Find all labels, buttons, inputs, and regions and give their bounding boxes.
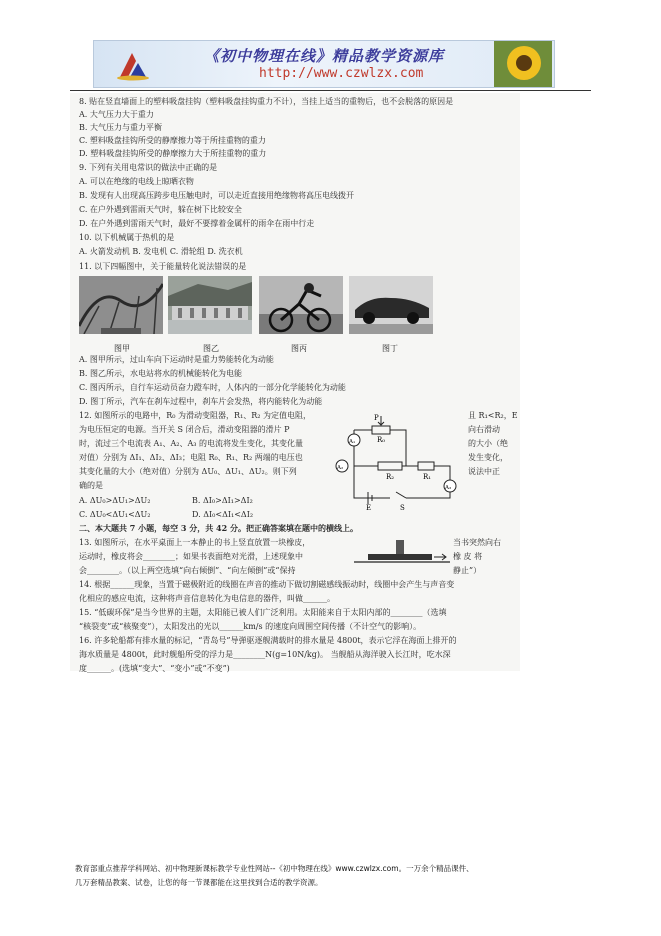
site-logo-icon xyxy=(116,49,150,81)
caption-yi: 图乙 xyxy=(203,344,219,353)
q12-line3: 时，流过三个电流表 A₁、A₂、A₃ 的电流将发生变化，其变化量 xyxy=(79,439,304,448)
q8-option-b: B. 大气压力与重力平衡 xyxy=(79,123,162,132)
q12-option-a: A. ΔU₀>ΔU₁>ΔU₂ xyxy=(79,496,151,505)
q14-line1: 14. 根据______现象，当置于磁极附近的线圈在声音的推动下做切割磁感线振动时，线圈中会产生与声音变 xyxy=(79,580,455,589)
page-footer xyxy=(75,862,595,890)
section-2-heading: 二、本大题共 7 小题，每空 3 分，共 42 分。把正确答案填在题中的横线上。 xyxy=(79,523,358,533)
caption-ding: 图丁 xyxy=(382,344,398,353)
q9-option-b: B. 发现有人出现高压跨步电压触电时，可以走近直接用绝缘物将高压电线拨开 xyxy=(79,191,354,200)
q13-right2: 橡 皮 将 xyxy=(453,552,483,561)
q10-stem: 10. 以下机械属于热机的是 xyxy=(79,233,175,242)
q11-option-c: C. 图丙所示，自行车运动员奋力蹬车时，人体内的一部分化学能转化为动能 xyxy=(79,383,346,392)
q12-option-b: B. ΔI₀>ΔI₁>ΔI₂ xyxy=(192,496,253,505)
q11-option-b: B. 图乙所示，水电站将水的机械能转化为电能 xyxy=(79,369,242,378)
banner-url: http://www.czwlzx.com xyxy=(259,66,424,81)
label-a1: A₁ xyxy=(349,439,356,445)
footer-line-1: 教育部重点推荐学科网站、初中物理新课标教学专业性网站--《初中物理在线》www.czwlzx.com。一万余个精品课件、 xyxy=(75,864,474,873)
q12-right5: 说法中正 xyxy=(468,467,500,476)
q9-option-c: C. 在户外遇到雷雨天气时，躲在树下比较安全 xyxy=(79,205,242,214)
q12-right1: 且 R₁<R₂，E xyxy=(468,411,518,420)
book-eraser-diagram xyxy=(354,538,450,566)
q13-line1: 13. 如图所示，在水平桌面上一本静止的书上竖直放置一块橡皮， xyxy=(79,538,311,547)
label-a3: A₃ xyxy=(445,485,452,491)
label-r2: R₂ xyxy=(386,473,395,481)
q10-options: A. 火箭发动机 B. 发电机 C. 滑轮组 D. 洗衣机 xyxy=(79,247,243,256)
label-e: E xyxy=(366,504,372,510)
q8-stem: 8. 贴在竖直墙面上的塑料吸盘挂钩（塑料吸盘挂钩重力不计），当挂上适当的重物后，也不会脱落的原因是 xyxy=(79,97,454,106)
q14-line2: 化相应的感应电流，这种将声音信息转化为电信息的器件，叫做______。 xyxy=(79,594,335,603)
q11-option-a: A. 图甲所示，过山车向下运动时是重力势能转化为动能 xyxy=(79,355,274,364)
banner-title: 《初中物理在线》精品教学资源库 xyxy=(204,47,445,65)
q12-line5: 其变化量的大小（绝对值）分别为 ΔU₀、ΔU₁、ΔU₂。则下列 xyxy=(79,467,297,476)
header-rule xyxy=(70,90,591,91)
q13-line2: 运动时，橡皮将会________；如果书表面绝对光滑，上述现象中 xyxy=(79,552,303,561)
sunflower-icon xyxy=(494,41,552,87)
q9-option-a: A. 可以在绝缘的电线上晾晒衣物 xyxy=(79,177,194,186)
q12-line2: 为电压恒定的电源。当开关 S 闭合后，滑动变阻器的滑片 P xyxy=(79,425,290,434)
q12-line6: 确的是 xyxy=(79,481,103,490)
caption-jia: 图甲 xyxy=(114,344,130,353)
race-car-photo xyxy=(349,276,433,334)
label-s: S xyxy=(400,504,405,510)
label-p: P xyxy=(374,414,379,422)
hydropower-station-photo xyxy=(168,276,252,334)
label-r0: R₀ xyxy=(377,436,386,444)
q9-stem: 9. 下列有关用电常识的做法中正确的是 xyxy=(79,163,218,172)
q13-right3: 静止”） xyxy=(453,566,482,575)
q13-right1: 当书突然向右 xyxy=(453,538,501,547)
q9-option-d: D. 在户外遇到雷雨天气时，最好不要撑着金属杆的雨伞在雨中行走 xyxy=(79,219,315,228)
q8-option-d: D. 塑料吸盘挂钩所受的静摩擦力大于所挂重物的重力 xyxy=(79,149,267,158)
footer-line-2: 几万套精品教案、试卷，让您的每一节课都能在这里找到合适的教学资源。 xyxy=(75,878,323,887)
label-a2: A₂ xyxy=(337,465,344,471)
caption-bing: 图丙 xyxy=(291,344,307,353)
q13-line3: 会________。（以上两空选填“向右倾倒”、“向左倾倒”或“保持 xyxy=(79,566,296,575)
q12-right3: 的大小（绝 xyxy=(468,439,508,448)
cyclist-photo xyxy=(259,276,343,334)
q16-line3: 度______。(选填“变大”、“变小”或“不变”) xyxy=(79,664,230,673)
q15-line2: “核裂变”或“核聚变”），太阳发出的光以______km/s 的速度向周围空间传播（不计空气的影响）。 xyxy=(79,622,422,631)
q8-option-c: C. 塑料吸盘挂钩所受的静摩擦力等于所挂重物的重力 xyxy=(79,136,266,145)
label-r1: R₁ xyxy=(423,473,432,481)
q16-line1: 16. 许多轮船都有排水量的标记，“青岛号”导弹驱逐舰满载时的排水量是 4800t，表示它浮在海面上排开的 xyxy=(79,636,457,645)
q12-option-c: C. ΔU₀<ΔU₁<ΔU₂ xyxy=(79,510,151,519)
q11-option-d: D. 图丁所示，汽车在刹车过程中，刹车片会发热，将内能转化为动能 xyxy=(79,397,323,406)
header-banner xyxy=(93,40,555,88)
roller-coaster-photo xyxy=(79,276,163,334)
q12-right4: 发生变化， xyxy=(468,453,508,462)
q12-right2: 向右滑动 xyxy=(468,425,500,434)
q15-line1: 15. “低碳环保”是当今世界的主题，太阳能已被人们广泛利用。太阳能来自于太阳内部的________（选填 xyxy=(79,608,447,617)
q12-option-d: D. ΔI₀<ΔI₁<ΔI₂ xyxy=(192,510,254,519)
q8-option-a: A. 大气压力大于重力 xyxy=(79,110,154,119)
q16-line2: 海水质量是 4800t，此时舰船所受的浮力是________N(g=10N/kg)。 当舰船从海洋驶入长江时，吃水深 xyxy=(79,650,451,659)
circuit-diagram xyxy=(330,410,466,510)
q11-stem: 11. 以下四幅图中，关于能量转化说法错误的是 xyxy=(79,262,247,271)
q12-line4: 对值）分别为 ΔI₁、ΔI₂、ΔI₃；电阻 R₀、R₁、R₂ 两端的电压也 xyxy=(79,453,303,462)
q12-line1: 12. 如图所示的电路中，R₀ 为滑动变阻器，R₁、R₂ 为定值电阻， xyxy=(79,411,312,420)
